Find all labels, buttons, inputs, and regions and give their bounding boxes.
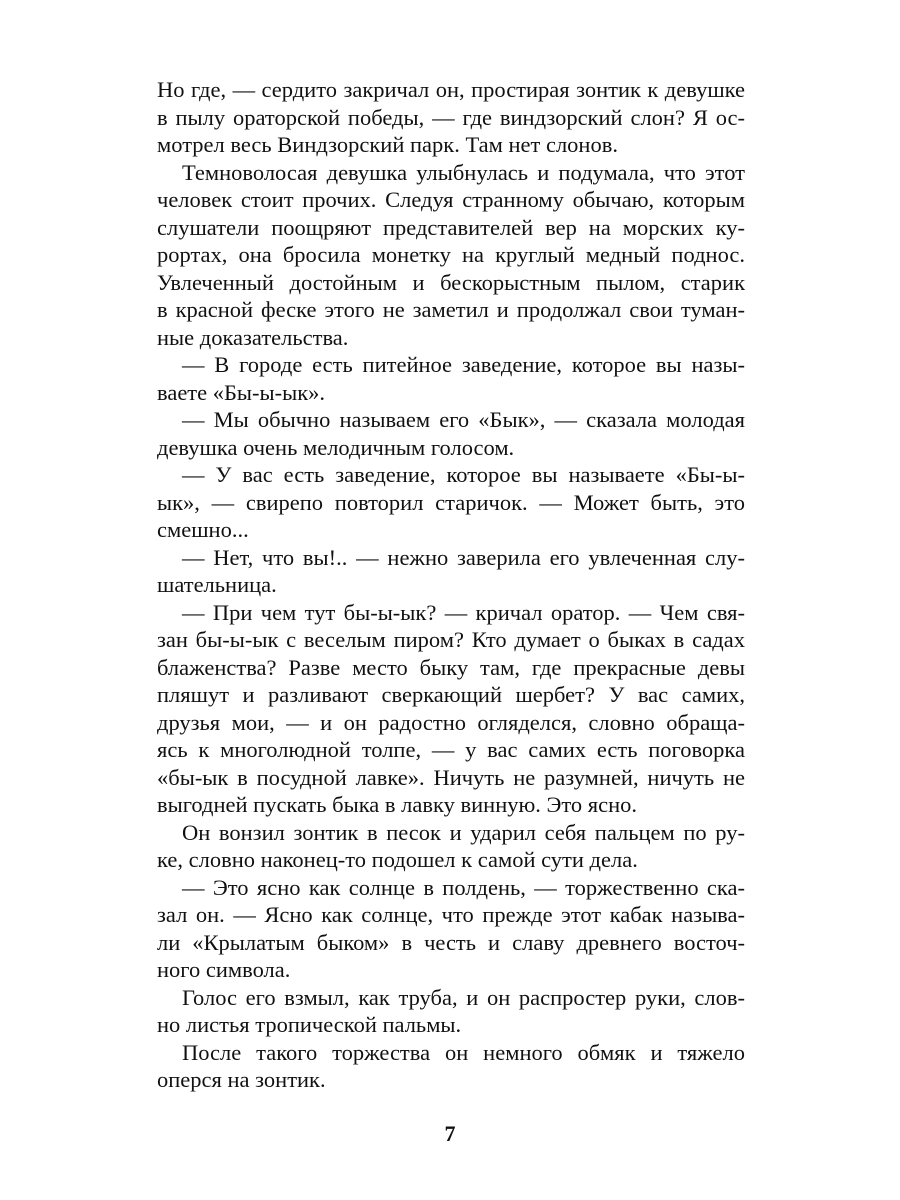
text-line: выгодней пускать быка в лавку винную. Это ясно. <box>157 792 638 817</box>
text-line: ные доказательства. <box>157 324 349 350</box>
text-line: — Мы обычно называем его «Бык», — сказала молодая <box>182 407 745 432</box>
text-line: После такого торжества он немного обмяк и тяжело <box>182 1039 745 1065</box>
text-line: Увлеченный достойным и бескорыстным пылом, старик <box>157 269 745 295</box>
text-line: Голос его взмыл, как труба, и он распростер руки, слов- <box>182 984 745 1010</box>
text-line: Темноволосая девушка улыбнулась и подумала, что этот <box>182 159 745 185</box>
text-line: ке, словно наконец-то подошел к самой сути дела. <box>157 847 638 872</box>
page-number: 7 <box>444 1121 456 1146</box>
text-line: слушатели поощряют представителей вер на морских ку- <box>157 214 745 240</box>
text-line: мотрел весь Виндзорский парк. Там нет слонов. <box>157 132 618 157</box>
text-line: блаженства? Разве место быку там, где прекрасные девы <box>157 654 745 680</box>
text-line: в пылу ораторской победы, — где виндзорский слон? Я ос- <box>157 104 745 130</box>
text-line: шательница. <box>157 572 277 597</box>
text-line: но листья тропической пальмы. <box>157 1012 462 1037</box>
text-line: ваете «Бы-ы-ык». <box>157 379 326 405</box>
text-line: — Это ясно как солнце в полдень, — торжественно ска- <box>182 874 745 900</box>
text-line: человек стоит прочих. Следуя странному обычаю, которым <box>157 187 745 212</box>
text-line: ного символа. <box>157 957 291 982</box>
text-line: пляшут и разливают сверкающий шербет? У вас самих, <box>157 682 745 707</box>
text-line: Но где, — сердито закричал он, простирая зонтик к девушке <box>157 77 745 102</box>
text-line: смешно... <box>157 517 249 542</box>
text-line: друзья мои, — и он радостно огляделся, словно обраща- <box>157 709 745 735</box>
body-text <box>157 76 745 1094</box>
text-line: зал он. — Ясно как солнце, что прежде этот кабак называ- <box>157 902 745 927</box>
text-line: ык», — свирепо повторил старичок. — Может быть, это <box>157 489 745 515</box>
text-line: в красной феске этого не заметил и продолжал свои туман- <box>157 297 745 322</box>
text-line: оперся на зонтик. <box>157 1067 326 1092</box>
text-line: — При чем тут бы-ы-ык? — кричал оратор. — Чем свя- <box>182 599 745 625</box>
text-line: «бы-ык в посудной лавке». Ничуть не разумней, ничуть не <box>157 764 745 790</box>
text-line: ясь к многолюдной толпе, — у вас самих есть поговорка <box>157 737 745 762</box>
text-line: — Нет, что вы!.. — нежно заверила его увлеченная слу- <box>182 544 745 570</box>
text-line: рортах, она бросила монетку на круглый медный поднос. <box>157 242 745 267</box>
text-line: — В городе есть питейное заведение, которое вы назы- <box>182 352 745 377</box>
text-line: зан бы-ы-ык с веселым пиром? Кто думает о быках в садах <box>157 627 745 652</box>
text-line: — У вас есть заведение, которое вы называете «Бы-ы- <box>182 462 745 487</box>
text-line: девушка очень мелодичным голосом. <box>157 434 515 460</box>
text-line: ли «Крылатым быком» в честь и славу древнего восточ- <box>157 929 745 955</box>
text-line: Он вонзил зонтик в песок и ударил себя пальцем по ру- <box>182 819 745 845</box>
